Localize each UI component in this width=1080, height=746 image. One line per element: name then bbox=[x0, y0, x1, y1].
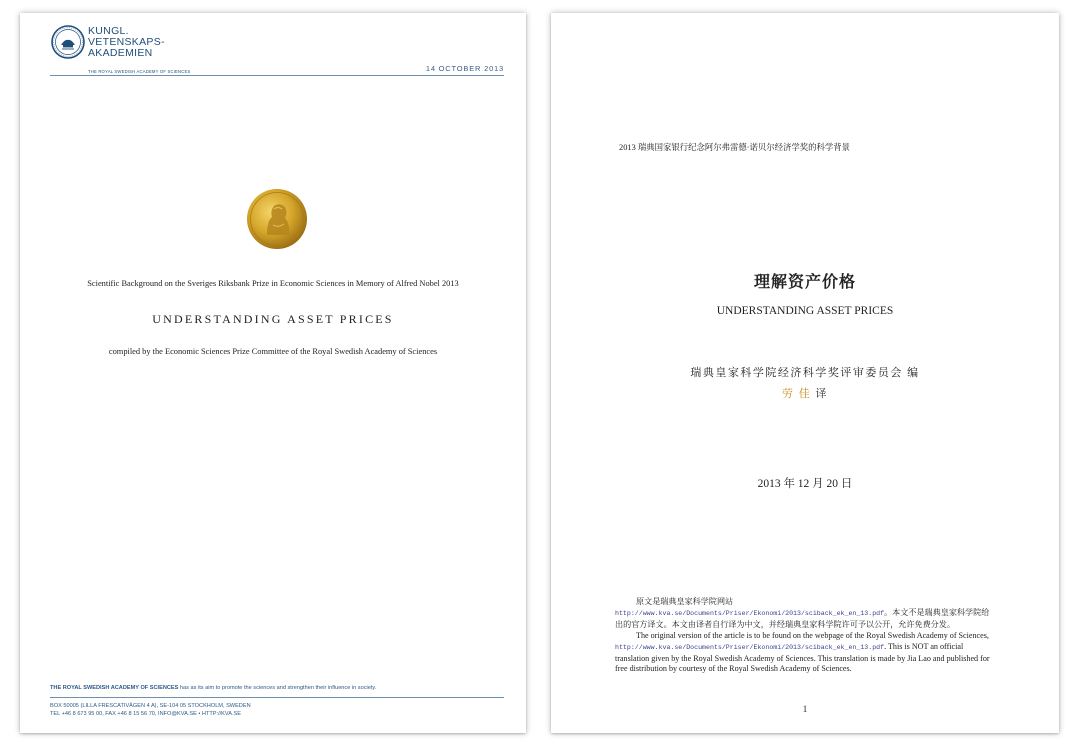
translator-suffix: 译 bbox=[811, 388, 828, 400]
brand-line-2: VETENSKAPS- bbox=[88, 36, 165, 48]
footer-org: THE ROYAL SWEDISH ACADEMY OF SCIENCES bbox=[50, 685, 179, 691]
chinese-cover-page bbox=[551, 13, 1059, 733]
note-url-link-1[interactable]: http://www.kva.se/Documents/Priser/Ekonomi/2013/sciback_ek_en_13.pdf bbox=[615, 609, 885, 617]
brand-subline: THE ROYAL SWEDISH ACADEMY OF SCIENCES bbox=[88, 69, 191, 74]
brand-line-3: AKADEMIEN bbox=[88, 47, 153, 59]
page-header: 2013 瑞典国家银行纪念阿尔弗雷德·诺贝尔经济学奖的科学背景 bbox=[619, 143, 851, 152]
footer-address-block bbox=[50, 703, 251, 718]
publication-date: 14 OCTOBER 2013 bbox=[425, 64, 504, 73]
footer-contact: TEL +46 8 673 95 00, FAX +46 8 15 56 70, INFO@KVA.SE • HTTP://KVA.SE bbox=[50, 710, 241, 717]
footer-aim: has as its aim to promote the sciences and strengthen their influence in society. bbox=[178, 685, 377, 691]
compiled-by-line: compiled by the Economic Sciences Prize Committee of the Royal Swedish Academy of Sciences bbox=[108, 347, 438, 356]
english-cover-page bbox=[20, 13, 526, 733]
note-url-link-2[interactable]: http://www.kva.se/Documents/Priser/Ekonomi/2013/sciback_ek_en_13.pdf bbox=[615, 643, 885, 651]
translator-line bbox=[551, 385, 1059, 401]
note-chinese-text-b: 。本文不是瑞典皇家科学院给出的官方译文。本文由译者自行译为中文，并经瑞典皇家科学院许可予以公开，允许免费分发。 bbox=[615, 607, 990, 629]
translation-date: 2013 年 12 月 20 日 bbox=[757, 478, 853, 490]
header-rule bbox=[50, 75, 504, 76]
note-chinese-text-a: 原文是瑞典皇家科学院网站 bbox=[636, 597, 734, 606]
english-title: UNDERSTANDING ASSET PRICES bbox=[716, 305, 894, 317]
academy-seal-icon bbox=[51, 25, 85, 59]
document-title: UNDERSTANDING ASSET PRICES bbox=[152, 312, 394, 326]
scientific-background-line: Scientific Background on the Sveriges Riksbank Prize in Economic Sciences in Memory of Alfred Nobel 2013 bbox=[87, 279, 459, 288]
note-english-text-b: . This is NOT an official translation given by the Royal Swedish Academy of Sciences. This translation is made by Jia Lao and published for free distribution by courtesy of the Royal Swedish Academy of Sciences. bbox=[615, 641, 990, 674]
nobel-medal-icon bbox=[245, 187, 309, 251]
committee-line: 瑞典皇家科学院经济科学奖评审委员会 编 bbox=[690, 367, 920, 379]
note-chinese bbox=[615, 597, 997, 631]
page-number: 1 bbox=[802, 704, 808, 714]
brand-line-1: KUNGL. bbox=[88, 25, 129, 37]
note-english-text-a: The original version of the article is to be found on the webpage of the Royal Swedish Academy of Sciences, bbox=[636, 630, 989, 640]
footer-rule bbox=[50, 697, 504, 698]
translator-name: 劳 佳 bbox=[782, 388, 812, 400]
chinese-title: 理解资产价格 bbox=[753, 274, 856, 291]
academy-wordmark bbox=[88, 25, 191, 74]
footer-mission bbox=[50, 685, 376, 691]
translation-note bbox=[615, 597, 997, 675]
footer-address: BOX 50005 (LILLA FRESCATIVÄGEN 4 A), SE-104 05 STOCKHOLM, SWEDEN bbox=[50, 703, 251, 709]
note-english bbox=[615, 631, 997, 676]
